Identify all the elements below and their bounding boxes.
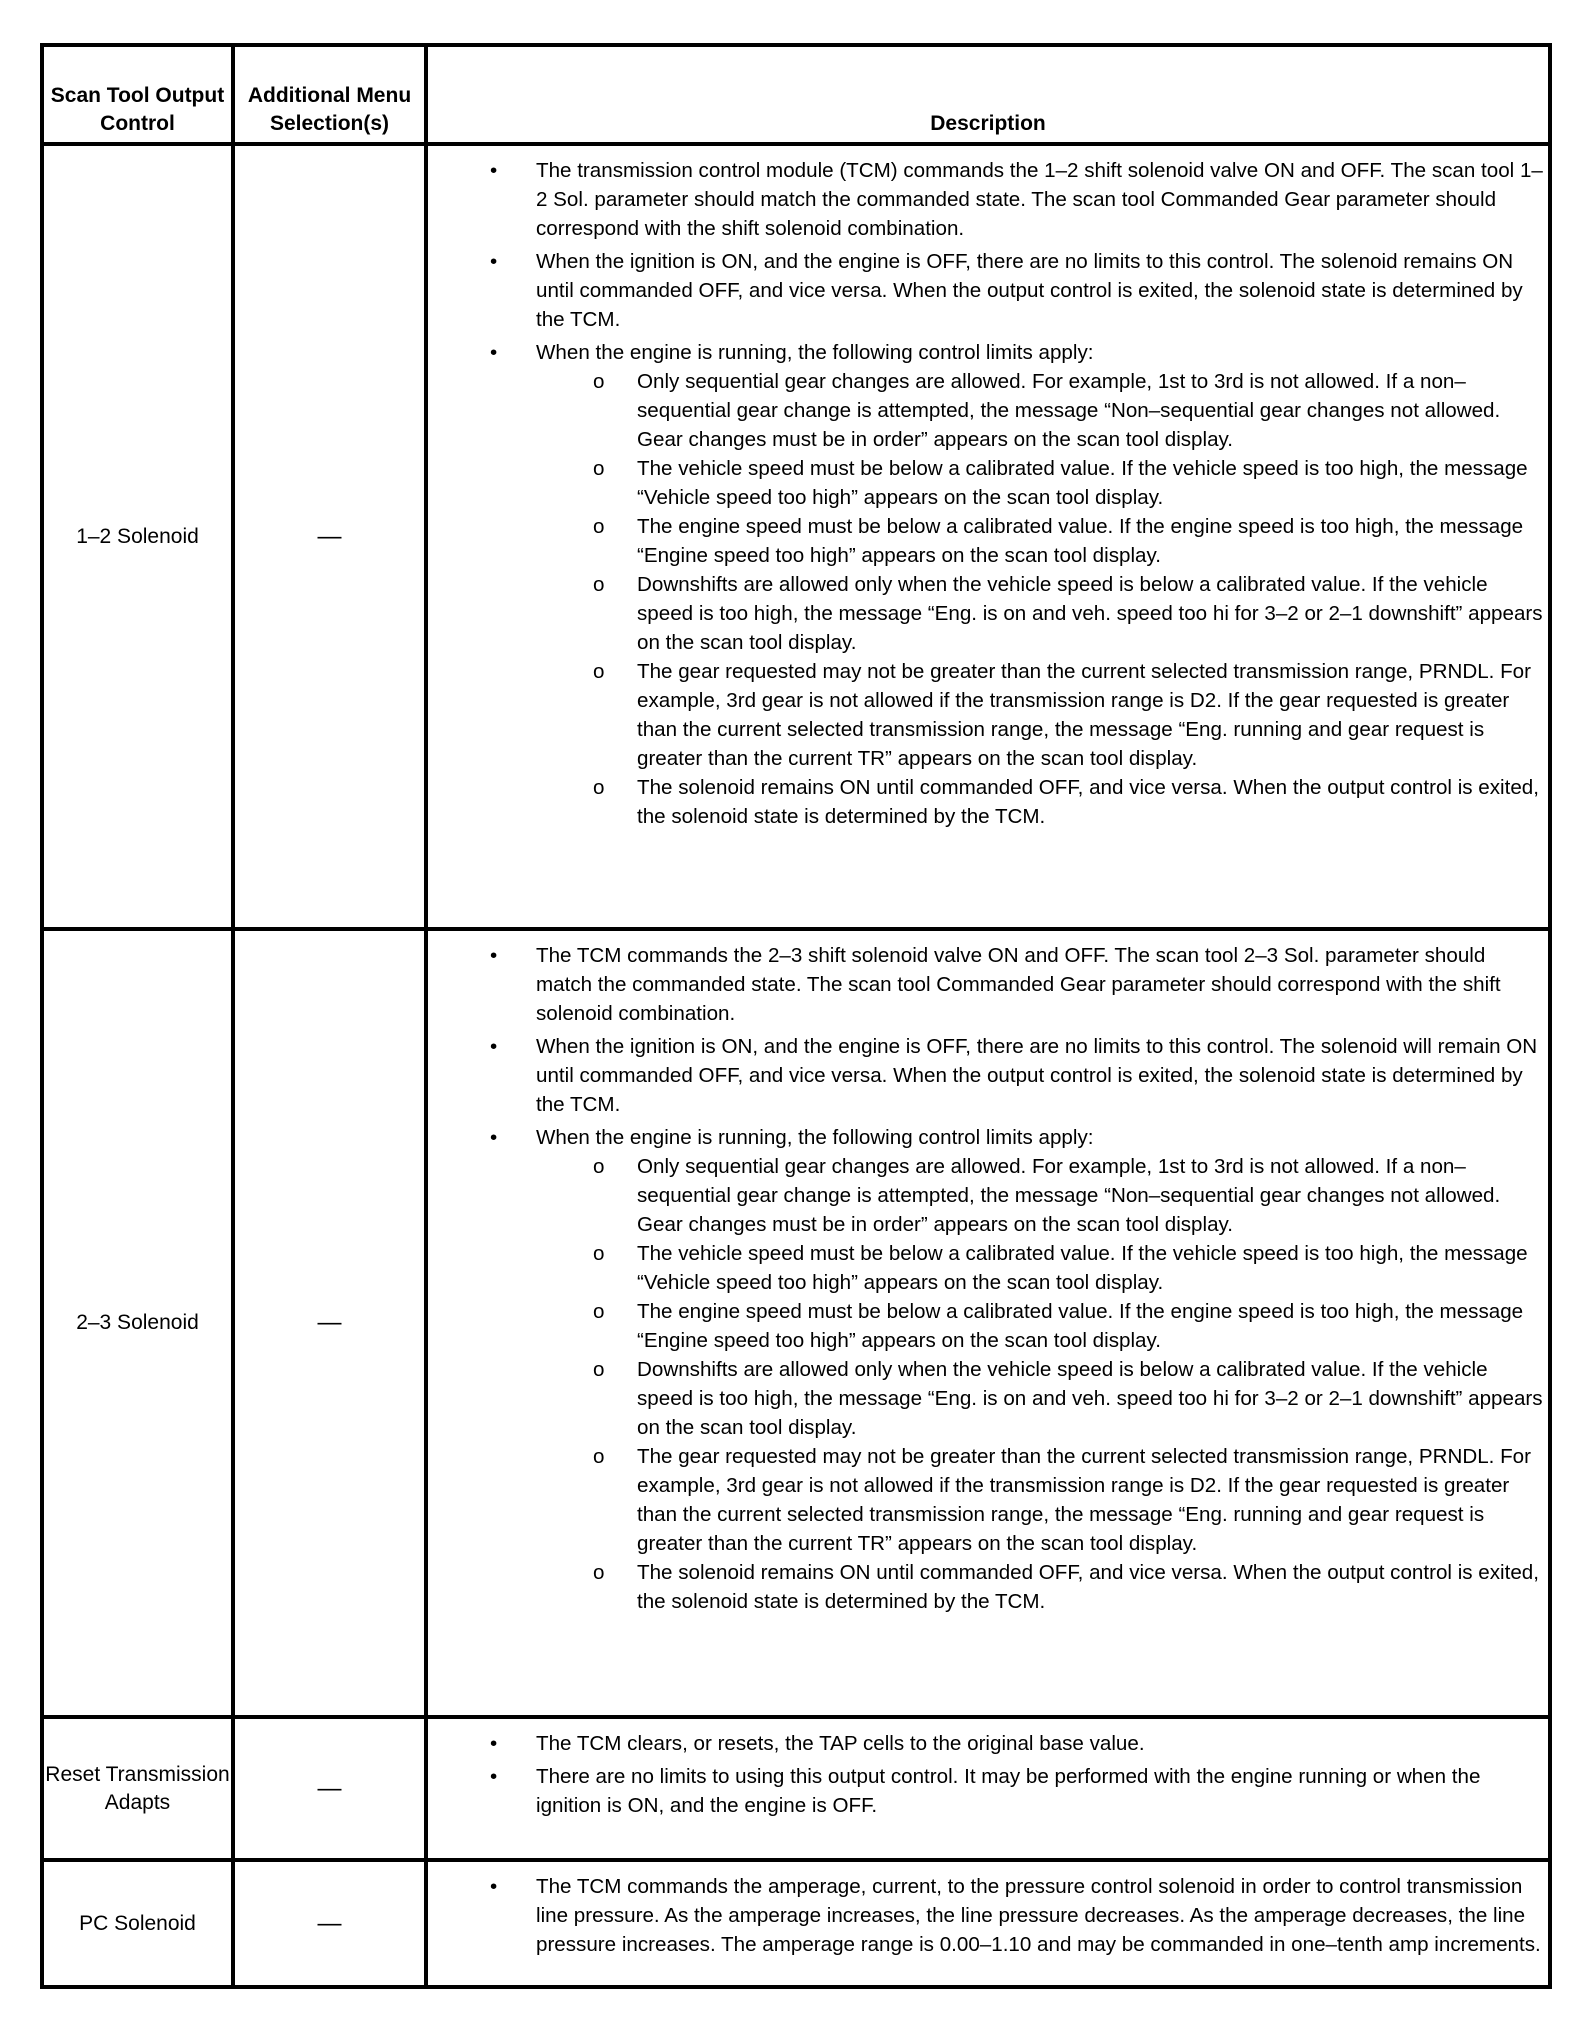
bullet-item <box>428 1032 1544 1119</box>
header-additional-menu-selections: Additional Menu Selection(s) <box>233 45 426 144</box>
sub-bullet-icon: o <box>593 1445 605 1468</box>
bullet-icon: • <box>490 341 498 364</box>
sub-bullet-item <box>428 367 1544 454</box>
bullet-icon: • <box>490 1732 498 1755</box>
sub-bullet-item <box>428 1239 1544 1297</box>
sub-bullet-icon: o <box>593 776 605 799</box>
sub-bullet-item <box>428 454 1544 512</box>
bullet-item <box>428 941 1544 1028</box>
sub-bullet-text: Only sequential gear changes are allowed. For example, 1st to 3rd is not allowed. If a non–sequential gear change is attempted, the message “Non–sequential gear changes not allowed. Gear changes must be in order” appears on the scan tool display. <box>637 1155 1501 1236</box>
bullet-text: When the ignition is ON, and the engine is OFF, there are no limits to this control. The solenoid remains ON until commanded OFF, and vice versa. When the output control is exited, the solenoid state is determined by the TCM. <box>536 250 1523 331</box>
sub-bullet-icon: o <box>593 1155 605 1178</box>
description-cell <box>426 144 1550 929</box>
sub-bullet-text: The gear requested may not be greater than the current selected transmission range, PRNDL. For example, 3rd gear is not allowed if the transmission range is D2. If the gear requested is greater than the current selected transmission range, the message “Eng. running and gear request is greater than the current TR” appears on the scan tool display. <box>637 660 1531 770</box>
menu-selection: — <box>233 929 426 1717</box>
table-row <box>42 929 1550 1717</box>
sub-bullet-text: Only sequential gear changes are allowed. For example, 1st to 3rd is not allowed. If a non–sequential gear change is attempted, the message “Non–sequential gear changes not allowed. Gear changes must be in order” appears on the scan tool display. <box>637 370 1501 451</box>
bullet-icon: • <box>490 159 498 182</box>
header-description: Description <box>426 45 1550 144</box>
output-control-name: 2–3 Solenoid <box>42 929 233 1717</box>
bullet-text: The transmission control module (TCM) commands the 1–2 shift solenoid valve ON and OFF. The scan tool 1–2 Sol. parameter should match the commanded state. The scan tool Commanded Gear parameter should correspond with the shift solenoid combination. <box>536 159 1543 240</box>
sub-bullet-item <box>428 1152 1544 1239</box>
bullet-icon: • <box>490 1035 498 1058</box>
table-row <box>42 1860 1550 1987</box>
bullet-item <box>428 1123 1544 1616</box>
sub-bullet-item <box>428 570 1544 657</box>
sub-bullet-icon: o <box>593 573 605 596</box>
bullet-icon: • <box>490 944 498 967</box>
sub-bullet-item <box>428 1558 1544 1616</box>
sub-bullet-item <box>428 1355 1544 1442</box>
description-cell <box>426 1717 1550 1860</box>
bullet-text: When the engine is running, the following control limits apply: <box>536 341 1094 364</box>
bullet-text: The TCM clears, or resets, the TAP cells to the original base value. <box>536 1732 1145 1755</box>
bullet-item <box>428 1729 1544 1758</box>
sub-bullet-text: The gear requested may not be greater than the current selected transmission range, PRNDL. For example, 3rd gear is not allowed if the transmission range is D2. If the gear requested is greater than the current selected transmission range, the message “Eng. running and gear request is greater than the current TR” appears on the scan tool display. <box>637 1445 1531 1555</box>
sub-bullet-icon: o <box>593 457 605 480</box>
bullet-text: There are no limits to using this output control. It may be performed with the engine running or when the ignition is ON, and the engine is OFF. <box>536 1765 1481 1817</box>
sub-bullet-item <box>428 1297 1544 1355</box>
sub-bullet-text: The engine speed must be below a calibrated value. If the engine speed is too high, the message “Engine speed too high” appears on the scan tool display. <box>637 1300 1524 1352</box>
sub-bullet-item <box>428 773 1544 831</box>
sub-bullet-icon: o <box>593 370 605 393</box>
sub-bullet-text: The engine speed must be below a calibrated value. If the engine speed is too high, the message “Engine speed too high” appears on the scan tool display. <box>637 515 1524 567</box>
bullet-text: The TCM commands the amperage, current, to the pressure control solenoid in order to control transmission line pressure. As the amperage increases, the line pressure decreases. As the amperage decreases, the line pressure increases. The amperage range is 0.00–1.10 and may be commanded in one–tenth amp increments. <box>536 1875 1541 1956</box>
description-cell <box>426 929 1550 1717</box>
bullet-item <box>428 247 1544 334</box>
description-cell <box>426 1860 1550 1987</box>
header-scan-tool-output-control: Scan Tool Output Control <box>42 45 233 144</box>
sub-bullet-text: The vehicle speed must be below a calibrated value. If the vehicle speed is too high, the message “Vehicle speed too high” appears on the scan tool display. <box>637 1242 1528 1294</box>
bullet-text: When the ignition is ON, and the engine is OFF, there are no limits to this control. The solenoid will remain ON until commanded OFF, and vice versa. When the output control is exited, the solenoid state is determined by the TCM. <box>536 1035 1538 1116</box>
table-row <box>42 1717 1550 1860</box>
sub-bullet-icon: o <box>593 1358 605 1381</box>
table-row <box>42 144 1550 929</box>
sub-bullet-text: The solenoid remains ON until commanded OFF, and vice versa. When the output control is exited, the solenoid state is determined by the TCM. <box>637 1561 1539 1613</box>
sub-bullet-text: The solenoid remains ON until commanded OFF, and vice versa. When the output control is exited, the solenoid state is determined by the TCM. <box>637 776 1539 828</box>
output-control-name: 1–2 Solenoid <box>42 144 233 929</box>
bullet-item <box>428 338 1544 831</box>
menu-selection: — <box>233 1717 426 1860</box>
bullet-text: The TCM commands the 2–3 shift solenoid valve ON and OFF. The scan tool 2–3 Sol. parameter should match the commanded state. The scan tool Commanded Gear parameter should correspond with the shift solenoid combination. <box>536 944 1501 1025</box>
menu-selection: — <box>233 1860 426 1987</box>
sub-bullet-icon: o <box>593 515 605 538</box>
bullet-icon: • <box>490 1126 498 1149</box>
sub-bullet-icon: o <box>593 660 605 683</box>
sub-bullet-item <box>428 657 1544 773</box>
bullet-icon: • <box>490 250 498 273</box>
bullet-item <box>428 1762 1544 1820</box>
output-control-table <box>40 43 1552 1989</box>
bullet-text: When the engine is running, the following control limits apply: <box>536 1126 1094 1149</box>
menu-selection: — <box>233 144 426 929</box>
header-row <box>42 45 1550 144</box>
sub-bullet-item <box>428 512 1544 570</box>
bullet-item <box>428 156 1544 243</box>
sub-bullet-text: Downshifts are allowed only when the vehicle speed is below a calibrated value. If the vehicle speed is too high, the message “Eng. is on and veh. speed too hi for 3–2 or 2–1 downshift” appears on the scan tool display. <box>637 573 1543 654</box>
bullet-item <box>428 1872 1544 1959</box>
sub-bullet-text: The vehicle speed must be below a calibrated value. If the vehicle speed is too high, the message “Vehicle speed too high” appears on the scan tool display. <box>637 457 1528 509</box>
sub-bullet-item <box>428 1442 1544 1558</box>
sub-bullet-text: Downshifts are allowed only when the vehicle speed is below a calibrated value. If the vehicle speed is too high, the message “Eng. is on and veh. speed too hi for 3–2 or 2–1 downshift” appears on the scan tool display. <box>637 1358 1543 1439</box>
output-control-name: Reset Transmission Adapts <box>42 1717 233 1860</box>
sub-bullet-icon: o <box>593 1561 605 1584</box>
sub-bullet-icon: o <box>593 1242 605 1265</box>
output-control-name: PC Solenoid <box>42 1860 233 1987</box>
bullet-icon: • <box>490 1765 498 1788</box>
bullet-icon: • <box>490 1875 498 1898</box>
sub-bullet-icon: o <box>593 1300 605 1323</box>
